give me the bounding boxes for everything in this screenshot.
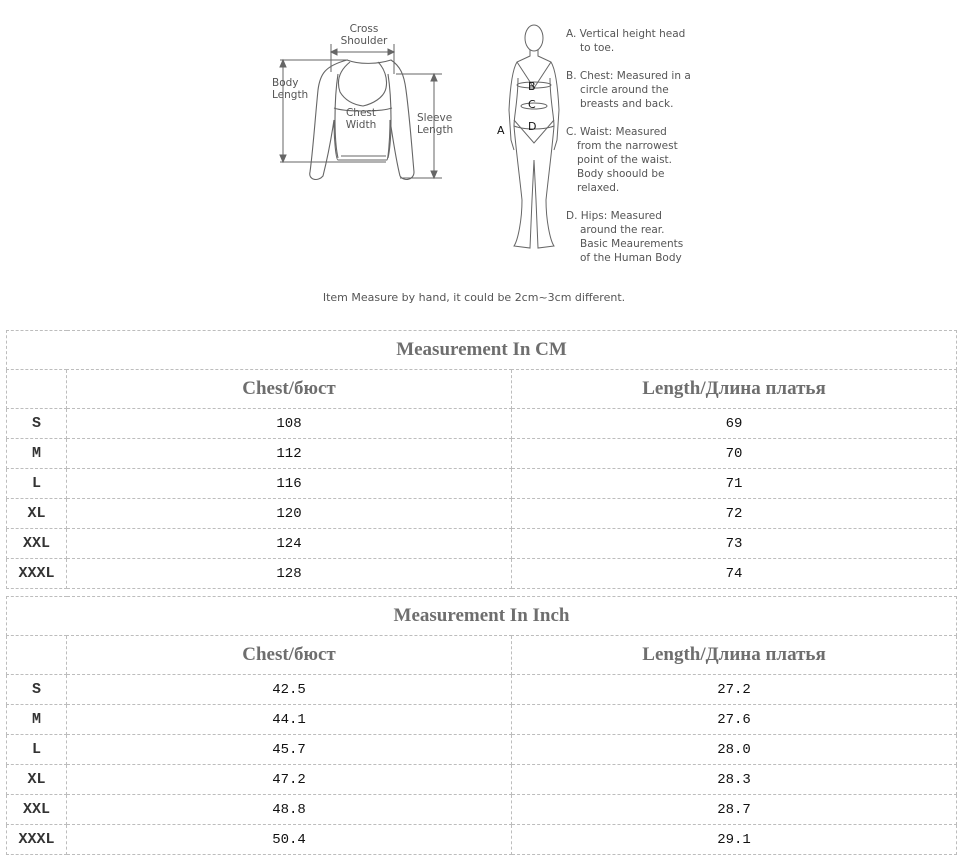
column-header-size	[7, 636, 67, 675]
chest-cell: 116	[67, 469, 512, 499]
table-title: Measurement In CM	[7, 331, 957, 370]
table-row	[7, 675, 957, 705]
length-cell: 28.7	[512, 795, 957, 825]
chest-cell: 112	[67, 439, 512, 469]
chest-cell: 42.5	[67, 675, 512, 705]
length-cell: 27.2	[512, 675, 957, 705]
size-cell: XXXL	[7, 825, 67, 855]
size-cell: M	[7, 705, 67, 735]
length-cell: 29.1	[512, 825, 957, 855]
size-cell: S	[7, 409, 67, 439]
column-header-size	[7, 370, 67, 409]
column-header-length: Length/Длина платья	[512, 636, 957, 675]
length-cell: 69	[512, 409, 957, 439]
chest-cell: 44.1	[67, 705, 512, 735]
table-row	[7, 499, 957, 529]
chest-cell: 128	[67, 559, 512, 589]
table-row	[7, 529, 957, 559]
table-row	[7, 469, 957, 499]
body-length-label: Body Length	[272, 77, 309, 101]
sleeve-length-label: Sleeve Length	[417, 112, 454, 136]
length-cell: 28.3	[512, 765, 957, 795]
chest-cell: 108	[67, 409, 512, 439]
length-cell: 72	[512, 499, 957, 529]
size-table-inch	[6, 596, 957, 855]
length-cell: 27.6	[512, 705, 957, 735]
measurement-note: Item Measure by hand, it could be 2cm~3cm different.	[322, 291, 626, 304]
table-row	[7, 559, 957, 589]
legend-a: A. Vertical height head to toe.	[566, 28, 686, 54]
body-letter-c: C	[528, 98, 536, 111]
size-cell: S	[7, 675, 67, 705]
chest-cell: 120	[67, 499, 512, 529]
length-cell: 71	[512, 469, 957, 499]
table-row	[7, 409, 957, 439]
chest-cell: 124	[67, 529, 512, 559]
cross-shoulder-label: Cross Shoulder	[340, 23, 388, 47]
length-cell: 28.0	[512, 735, 957, 765]
table-row	[7, 439, 957, 469]
chest-cell: 48.8	[67, 795, 512, 825]
garment-and-body-illustration	[0, 0, 962, 325]
length-cell: 74	[512, 559, 957, 589]
size-cell: XXL	[7, 529, 67, 559]
size-cell: L	[7, 469, 67, 499]
legend-b: B. Chest: Measured in a circle around the breasts and back.	[566, 70, 691, 110]
chest-width-label: Chest Width	[345, 107, 377, 131]
body-letter-d: D	[528, 120, 537, 133]
table-row	[7, 735, 957, 765]
table-title: Measurement In Inch	[7, 597, 957, 636]
table-row	[7, 705, 957, 735]
length-cell: 70	[512, 439, 957, 469]
table-row	[7, 825, 957, 855]
size-cell: XXL	[7, 795, 67, 825]
legend-c: C. Waist: Measured from the narrowest point of the waist. Body shoould be relaxed.	[566, 126, 678, 194]
body-letter-b: B	[528, 80, 536, 93]
chest-cell: 47.2	[67, 765, 512, 795]
legend-d: D. Hips: Measured around the rear. Basic Meaurements of the Human Body	[566, 210, 684, 264]
size-cell: XXXL	[7, 559, 67, 589]
size-table-cm	[6, 330, 957, 589]
size-cell: M	[7, 439, 67, 469]
column-header-length: Length/Длина платья	[512, 370, 957, 409]
length-cell: 73	[512, 529, 957, 559]
size-cell: XL	[7, 765, 67, 795]
table-row	[7, 795, 957, 825]
body-letter-a: A	[497, 124, 505, 137]
human-body-icon	[509, 25, 559, 248]
size-cell: L	[7, 735, 67, 765]
size-cell: XL	[7, 499, 67, 529]
table-row	[7, 765, 957, 795]
chest-cell: 45.7	[67, 735, 512, 765]
column-header-chest: Chest/бюст	[67, 370, 512, 409]
measurement-diagram	[0, 0, 962, 325]
column-header-chest: Chest/бюст	[67, 636, 512, 675]
chest-cell: 50.4	[67, 825, 512, 855]
